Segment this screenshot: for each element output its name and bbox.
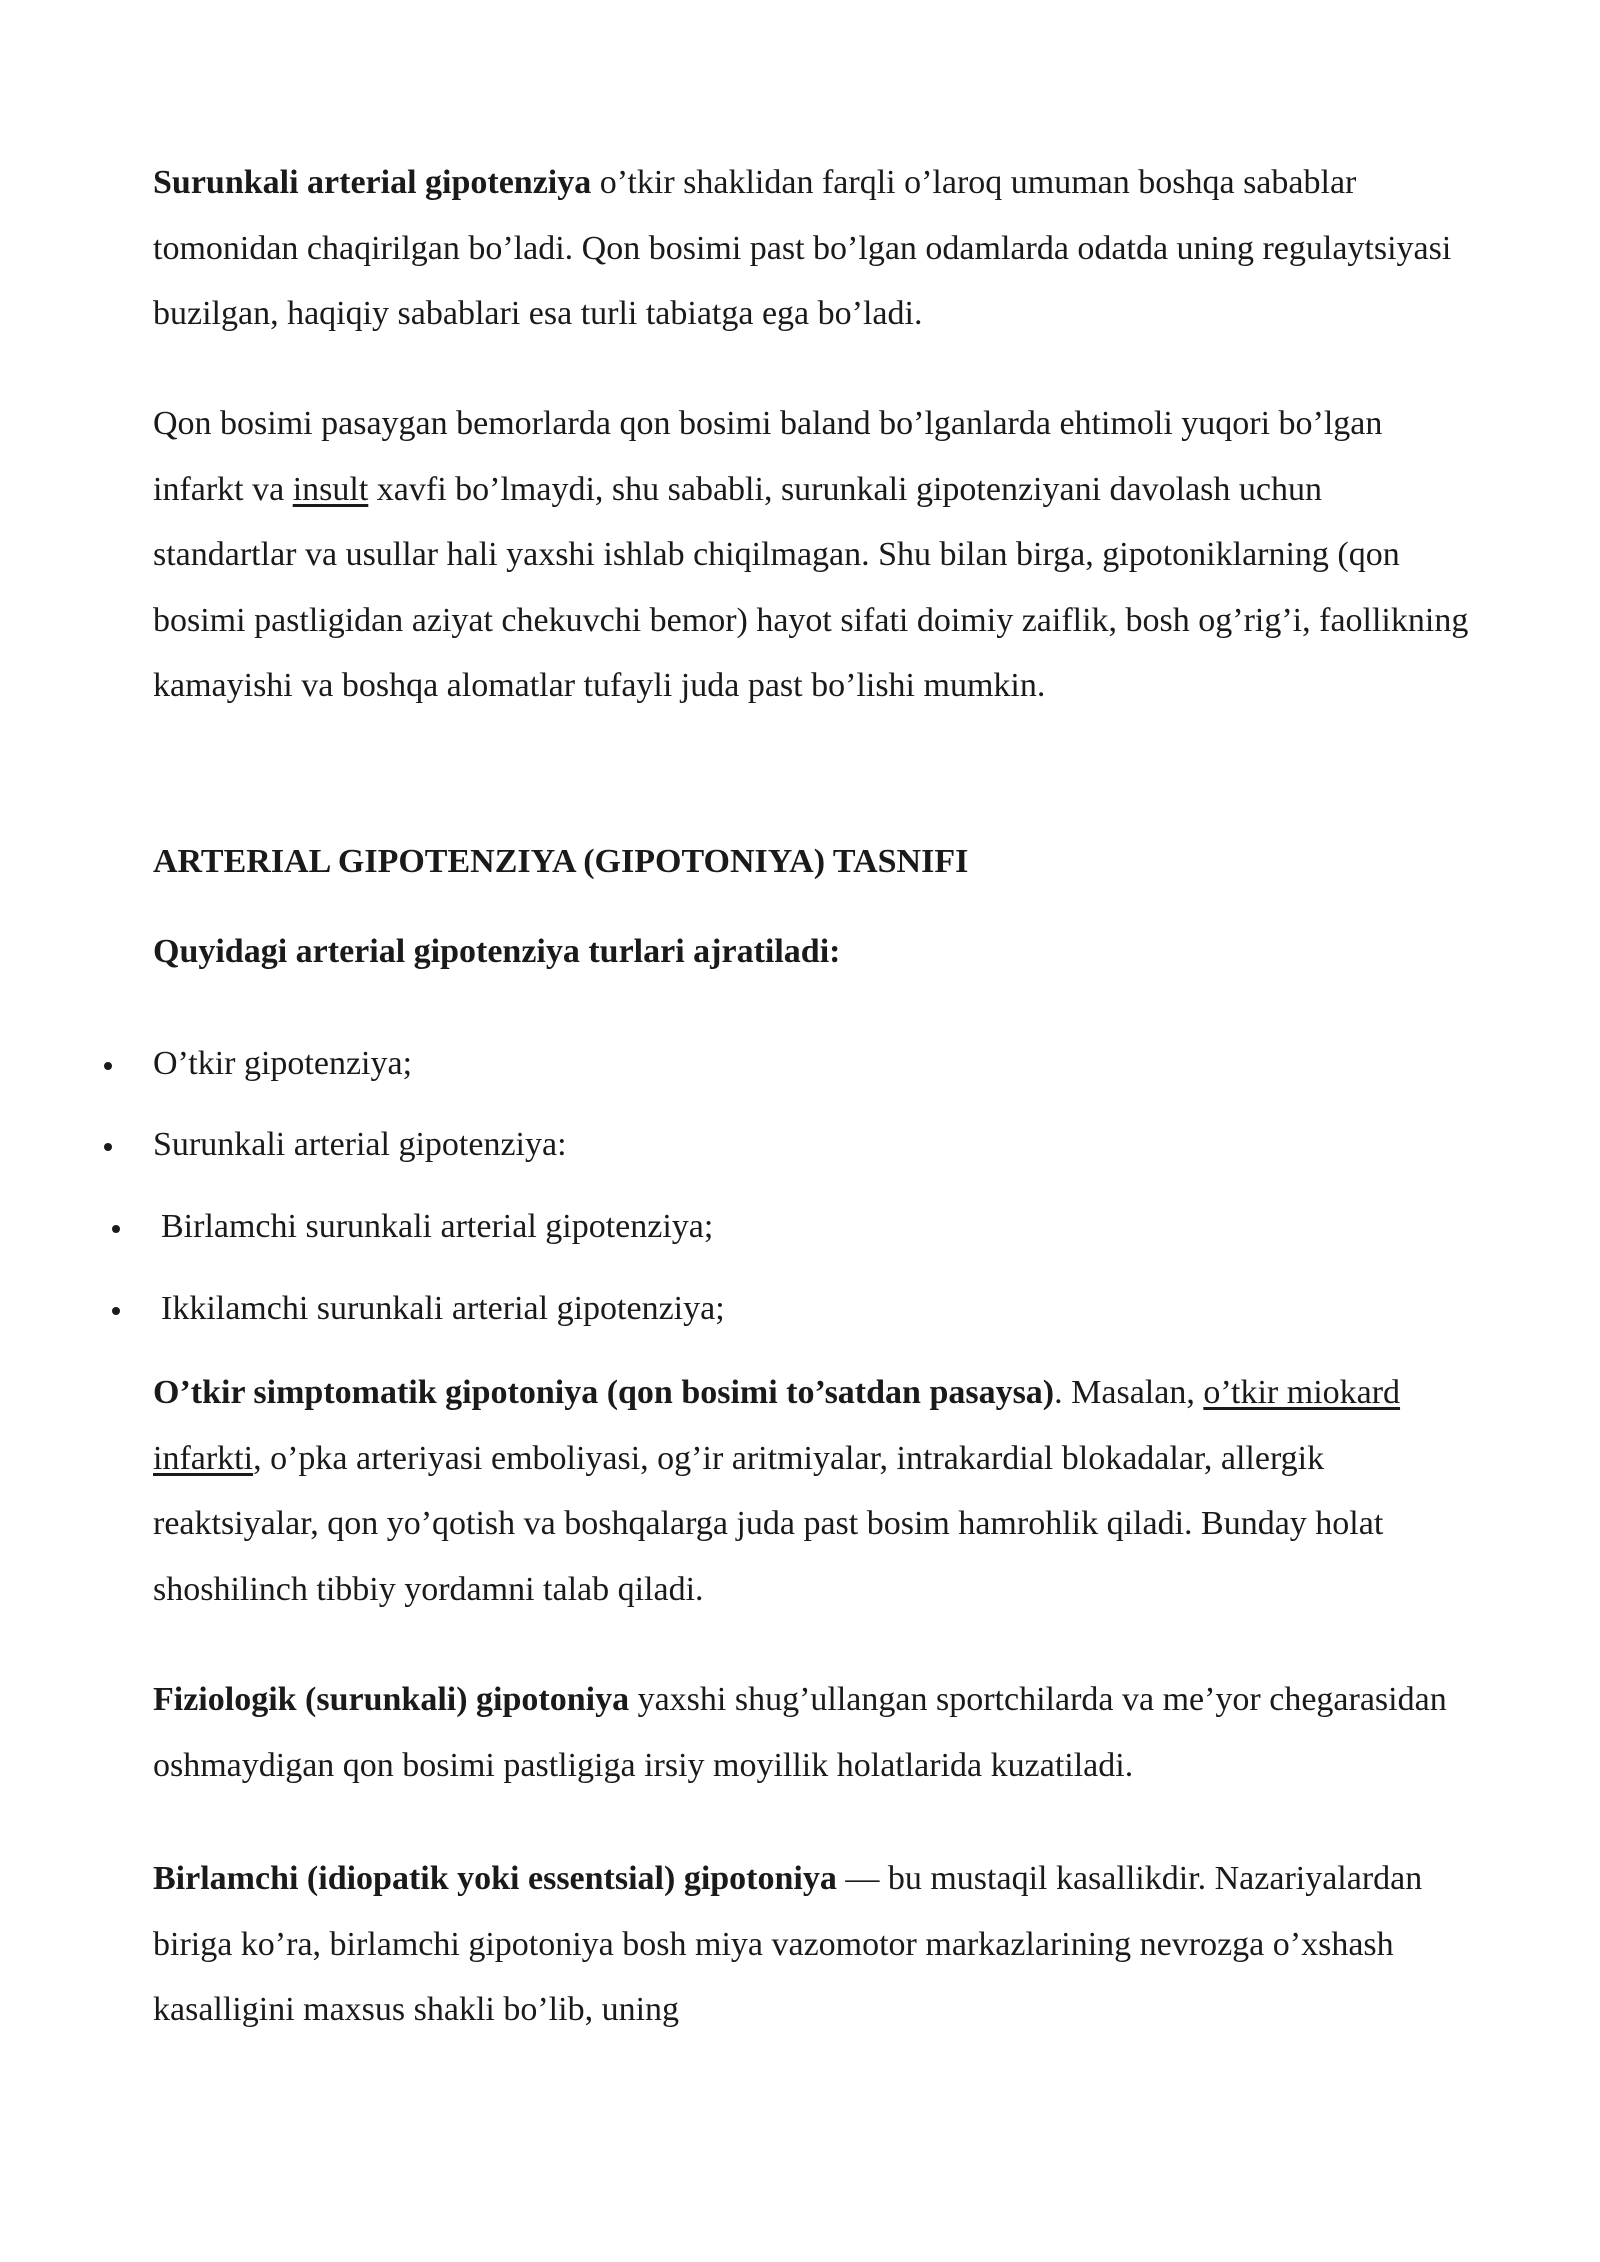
paragraph-text: o’tkir shaklidan farqli o’laroq umuman boshqa sabablar tomonidan chaqirilgan bo’ladi. Qon bosimi past bo’lgan odamlarda odatda uning regulaytsiyasi buzilgan, haqiqiy sabablari esa turli tabiatga ega bo’ladi. xyxy=(153,164,1452,332)
paragraph-bold-lead: Surunkali arterial gipotenziya xyxy=(153,164,592,201)
paragraph-text: yaxshi shug’ullangan sportchilarda va me’yor chegarasidan oshmaydigan qon bosimi pastligiga irsiy moyillik holatlarida kuzatiladi. xyxy=(153,1681,1447,1784)
section-subheading: Quyidagi arterial gipotenziya turlari ajratiladi: xyxy=(153,933,841,970)
bullet-icon xyxy=(112,1307,120,1315)
paragraph-chronic-hypotension xyxy=(153,150,1473,347)
list-item-text: O’tkir gipotenziya; xyxy=(153,1045,413,1082)
bullet-icon xyxy=(104,1143,112,1151)
list-item-text: Ikkilamchi surunkali arterial gipotenziya; xyxy=(161,1290,725,1327)
list-item-text: Surunkali arterial gipotenziya: xyxy=(153,1126,567,1163)
paragraph-treatment-standards xyxy=(153,391,1473,719)
paragraph-primary-hypotension xyxy=(153,1846,1473,2043)
paragraph-text: Qon bosimi pasaygan bemorlarda qon bosimi baland bo’lganlarda ehtimoli yuqori bo’lgan infarkt va xyxy=(153,405,1383,508)
paragraph-acute-symptomatic xyxy=(153,1360,1473,1622)
insult-link[interactable]: insult xyxy=(292,470,369,508)
paragraph-bold-lead: Fiziologik (surunkali) gipotoniya xyxy=(153,1681,630,1718)
paragraph-text: . Masalan, xyxy=(1054,1374,1204,1411)
paragraph-bold-lead: Birlamchi (idiopatik yoki essentsial) gipotoniya xyxy=(153,1860,837,1897)
paragraph-text: , o’pka arteriyasi emboliyasi, og’ir aritmiyalar, intrakardial blokadalar, allergik reaktsiyalar, qon yo’qotish va boshqalarga juda past bosim hamrohlik qiladi. Bunday holat shoshilinch tibbiy yordamni talab qiladi. xyxy=(153,1439,1384,1608)
bullet-icon xyxy=(104,1062,112,1070)
myocardial-infarction-link[interactable]: o’tkir miokard infarkti xyxy=(153,1374,1401,1477)
list-item-text: Birlamchi surunkali arterial gipotenziya; xyxy=(161,1208,714,1245)
paragraph-text: — bu mustaqil kasallikdir. Nazariyalardan biriga ko’ra, birlamchi gipotoniya bosh miya vazomotor markazlarining nevrozga o’xshash kasalligini maxsus shakli bo’lib, uning xyxy=(153,1860,1423,2028)
paragraph-physiological xyxy=(153,1667,1473,1798)
bullet-icon xyxy=(112,1225,120,1233)
section-heading: ARTERIAL GIPOTENZIYA (GIPOTONIYA) TASNIFI xyxy=(153,843,969,880)
paragraph-bold-lead: O’tkir simptomatik gipotoniya (qon bosimi to’satdan pasaysa) xyxy=(153,1374,1055,1411)
paragraph-text: xavfi bo’lmaydi, shu sababli, surunkali gipotenziyani davolash uchun standartlar va usullar hali yaxshi ishlab chiqilmagan. Shu bilan birga, gipotoniklarning (qon bosimi pastligidan aziyat chekuvchi bemor) hayot sifati doimiy zaiflik, bosh og’rig’i, faollikning kamayishi va boshqa alomatlar tufayli juda past bo’lishi mumkin. xyxy=(153,470,1469,704)
